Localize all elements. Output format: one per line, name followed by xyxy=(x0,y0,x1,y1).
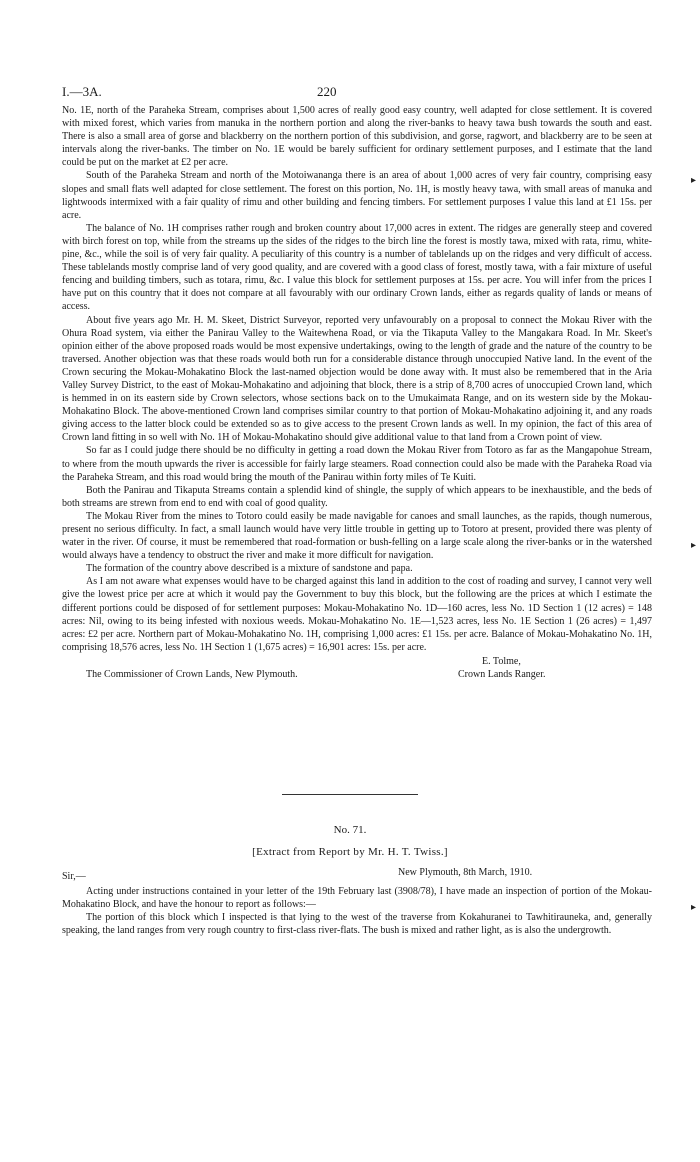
section-divider xyxy=(282,794,418,795)
signature-block xyxy=(62,655,652,681)
paragraph: The portion of this block which I inspected is that lying to the west of the traverse from Kokahuranei to Tawhitirauneka, and, generally speaking, the land ranges from very rough country to first-class river-flats. The bush is mixed and rather light, as is also the undergrowth. xyxy=(62,912,652,937)
document-reference: I.—3A. xyxy=(62,84,102,99)
paragraph: As I am not aware what expenses would have to be charged against this land in addition to the cost of roading and survey, I cannot very well give the lowest price per acre at which it would pay the Government to buy this block, but the following are the prices at which I estimate the different portions could be disposed of for settlement purposes: Mokau-Mohakatino No. 1D—160 acres, less No. 1D Section 1 (12 acres) = 148 acres: Nil, owing to its being infested with noxious weeds. Mokau-Mohakatino No. 1E—1,523 acres, less No. 1E Section 1 (26 acres) = 1,497 acres: £2 per acre. Northern part of Mokau-Mohakatino No. 1H, comprising 1,000 acres: £1 15s. per acre. Balance of Mokau-Mohakatino No. 1H, comprising 18,576 acres, less No. 1H Section 1 (1,675 acres) = 16,901 acres: 15s. per acre. xyxy=(62,576,652,653)
page-header xyxy=(62,84,652,100)
paragraph: The Mokau River from the mines to Totoro could easily be made navigable for canoes and small launches, as the rapids, though numerous, present no serious difficulty. In fact, a small launch would have very little trouble in getting up to Totoro at present, provided there was plenty of water in the river. Of course, it must be remembered that road-formation or bush-felling on a large scale along the river-banks or in the watershed would always have a tendency to obstruct the river and make it more difficult for navigation. xyxy=(62,510,652,562)
section-number: No. 71. xyxy=(333,824,367,836)
paragraph: Both the Panirau and Tikaputa Streams contain a splendid kind of shingle, the supply of which appears to be inexhaustible, and the beds of both streams are strewn from end to end with coal of good quality. xyxy=(62,484,652,509)
paragraph: About five years ago Mr. H. M. Skeet, District Surveyor, reported very unfavourably on a proposal to connect the Mokau River with the Ohura Road system, via either the Panirau Valley to the Waitewhena Road, or via the Tikaputa Valley to the Mangakara Road. In Mr. Skeet's opinion either of the above proposed roads would be most expensive undertakings, owing to the length of grade and the nature of the country to be traversed. Another objection was that these roads would both run for a considerable distance through unoccupied Native land. In the event of the Crown securing the Mokau-Mohakatino Block the last-named objection would be done away with. It must also be remembered that in the Aria Valley Survey District, to the east of Mokau-Mohakatino and adjoining that block, there is a strip of 8,700 acres of unoccupied Crown land, which is hemmed in on its eastern side by Crown selectors, whose sections back on to the Umukaimata Range, and on its western side by the Mokau-Mohakatino Block. The above-mentioned Crown land comprises similar country to that portion of Mokau-Mohakatino adjoining it, and any roads giving access to the latter block could be extended so as to give access to the present Crown lands as well. In my opinion, the fact of this area of Crown land fitting in so well with No. 1H of Mokau-Mohakatino should give additional value to that land from a Crown point of view. xyxy=(62,314,652,444)
report-body xyxy=(62,104,652,681)
letter-address-line xyxy=(62,866,652,882)
paragraph: The formation of the country above described is a mixture of sandstone and papa. xyxy=(86,563,413,575)
signatory-name: E. Tolme, xyxy=(482,655,521,667)
place-date: New Plymouth, 8th March, 1910. xyxy=(398,867,533,878)
margin-mark-icon: ▸ xyxy=(690,902,696,913)
page-number: 220 xyxy=(317,84,337,99)
paragraph: South of the Paraheka Stream and north of the Motoiwananga there is an area of about 1,000 acres of very fair country, comprising easy slopes and small flats well adapted for close settlement. The forest on this portion, No. 1H, is mostly heavy tawa, with small areas of manuka and lightwoods intermixed with a fair quality of rimu and other building and fencing timbers. For settlement purposes I value this land at £1 15s. per acre. xyxy=(62,170,652,221)
margin-mark-icon: ▸ xyxy=(690,540,696,551)
paragraph: Acting under instructions contained in your letter of the 19th February last (3908/78), I have made an inspection of portion of the Mokau-Mohakatino Block, and have the honour to report as follows:— xyxy=(62,886,652,911)
paragraph: The balance of No. 1H comprises rather rough and broken country about 17,000 acres in extent. The ridges are generally steep and covered with birch forest on top, while from the streams up the sides of the ridges to the birch line the forest is mostly tawa, mixed with rata, rimu, white-pine, &c., while the soil is of very fair quality. A peculiarity of this country is a number of tablelands up on the ridges and very difficult of access. These tablelands mostly comprise land of very good quality, and are covered with a good class of forest, mostly tawa, with a fair mixture of useful fencing and building timbers, such as totara, rimu, &c. I value this block for settlement purposes at 15s. per acre. You will infer from the prices I have put on this country that it does not compare at all favourably with our ordinary Crown lands, either as regards quality of lands or means of access. xyxy=(62,222,652,313)
signatory-title: Crown Lands Ranger. xyxy=(458,668,546,680)
letter-body xyxy=(62,866,652,937)
margin-mark-icon: ▸ xyxy=(690,175,696,186)
salutation: Sir,— xyxy=(62,871,86,882)
paragraph: No. 1E, north of the Paraheka Stream, comprises about 1,500 acres of really good easy country, well adapted for close settlement. It is covered with mixed forest, which varies from manuka in the northern portion and along the river-banks to heavy tawa bush towards the south and east. There is also a small area of gorse and blackberry on the northern portion of this subdivision, and gorse, ragwort, and blackberry are to be seen at intervals along the river-banks. The timber on No. 1E would be barely sufficient for ordinary settlement purposes, and I estimate that the land could be put on the market at £2 per acre. xyxy=(62,105,652,169)
extract-title: [Extract from Report by Mr. H. T. Twiss.] xyxy=(252,846,448,858)
paragraph: So far as I could judge there should be no difficulty in getting a road down the Mokau River from Totoro as far as the Mangapohue Stream, to where from the mouth upwards the river is accessible for fairly large steamers. Road connection could also be made with the Paraheka Road via the Paraheka Stream, and this road would bring the mouth of the Panirau within forty miles of Te Kuiti. xyxy=(62,445,652,483)
recipient: The Commissioner of Crown Lands, New Plymouth. xyxy=(86,668,298,680)
